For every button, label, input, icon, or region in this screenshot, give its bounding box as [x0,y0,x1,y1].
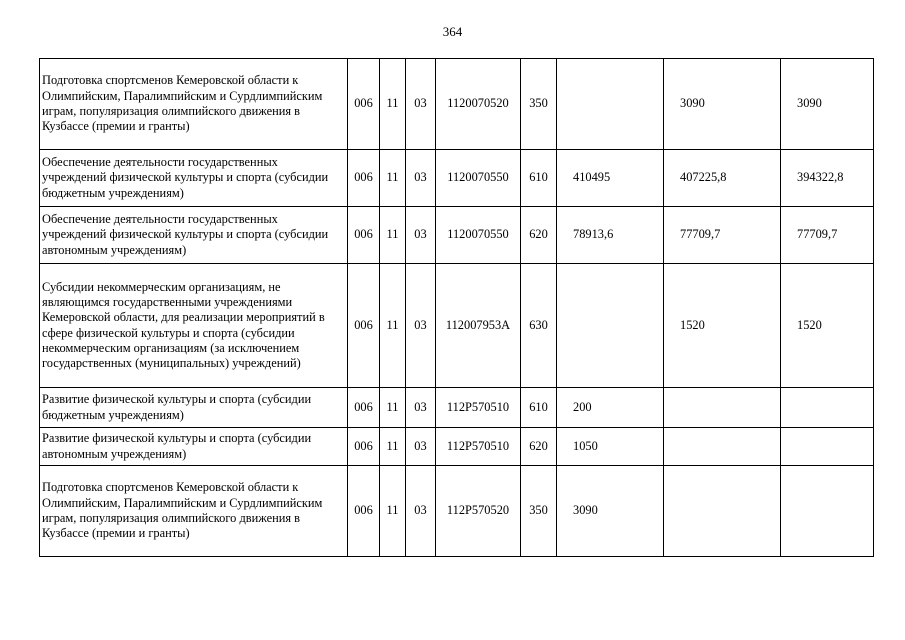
amount-year-3 [781,388,874,428]
row-description: Развитие физической культуры и спорта (субсидии бюджетным учреждениям) [40,388,348,428]
row-description: Подготовка спортсменов Кемеровской области к Олимпийским, Паралимпийским и Сурдлимпийским играм, популяризация олимпийского движения в Кузбассе (премии и гранты) [40,466,348,557]
amount-year-2: 3090 [664,59,781,150]
budget-table [39,58,874,557]
amount-year-1: 78913,6 [557,207,664,264]
subsection-code: 03 [406,466,436,557]
subsection-code: 03 [406,264,436,388]
ministry-code: 006 [348,466,380,557]
table-row [40,428,874,466]
page-number: 364 [442,24,463,39]
ministry-code: 006 [348,207,380,264]
subsection-code: 03 [406,150,436,207]
section-code: 11 [380,264,406,388]
amount-year-1: 1050 [557,428,664,466]
target-article-code: 1120070550 [436,207,521,264]
subsection-code: 03 [406,388,436,428]
table-row [40,388,874,428]
expense-type-code: 350 [521,466,557,557]
ministry-code: 006 [348,388,380,428]
table-row [40,150,874,207]
amount-year-2: 1520 [664,264,781,388]
amount-year-2 [664,428,781,466]
expense-type-code: 610 [521,150,557,207]
amount-year-3: 394322,8 [781,150,874,207]
row-description: Субсидии некоммерческим организациям, не являющимся государственными учреждениями Кемеровской области, для реализации мероприятий в сфере физической культуры и спорта (субсидии некоммерческим организациям (за исключением государственных (муниципальных) учреждений) [40,264,348,388]
table-row [40,264,874,388]
section-code: 11 [380,207,406,264]
amount-year-1 [557,59,664,150]
row-description: Развитие физической культуры и спорта (субсидии автономным учреждениям) [40,428,348,466]
amount-year-1 [557,264,664,388]
amount-year-3 [781,428,874,466]
amount-year-3 [781,466,874,557]
target-article-code: 112007953А [436,264,521,388]
expense-type-code: 630 [521,264,557,388]
row-description: Обеспечение деятельности государственных учреждений физической культуры и спорта (субсидии автономным учреждениям) [40,207,348,264]
target-article-code: 1120070550 [436,150,521,207]
table-row [40,466,874,557]
ministry-code: 006 [348,150,380,207]
section-code: 11 [380,59,406,150]
expense-type-code: 620 [521,428,557,466]
expense-type-code: 610 [521,388,557,428]
subsection-code: 03 [406,59,436,150]
ministry-code: 006 [348,59,380,150]
target-article-code: 1120070520 [436,59,521,150]
row-description: Обеспечение деятельности государственных учреждений физической культуры и спорта (субсидии бюджетным учреждениям) [40,150,348,207]
row-description: Подготовка спортсменов Кемеровской области к Олимпийским, Паралимпийским и Сурдлимпийским играм, популяризация олимпийского движения в Кузбассе (премии и гранты) [40,59,348,150]
ministry-code: 006 [348,264,380,388]
amount-year-2 [664,388,781,428]
amount-year-1: 410495 [557,150,664,207]
amount-year-2 [664,466,781,557]
expense-type-code: 350 [521,59,557,150]
target-article-code: 112P570510 [436,428,521,466]
table-row [40,59,874,150]
section-code: 11 [380,388,406,428]
ministry-code: 006 [348,428,380,466]
amount-year-3: 77709,7 [781,207,874,264]
table-row [40,207,874,264]
amount-year-2: 407225,8 [664,150,781,207]
target-article-code: 112P570520 [436,466,521,557]
section-code: 11 [380,150,406,207]
section-code: 11 [380,466,406,557]
amount-year-1: 200 [557,388,664,428]
expense-type-code: 620 [521,207,557,264]
amount-year-3: 3090 [781,59,874,150]
subsection-code: 03 [406,428,436,466]
amount-year-2: 77709,7 [664,207,781,264]
section-code: 11 [380,428,406,466]
target-article-code: 112P570510 [436,388,521,428]
amount-year-3: 1520 [781,264,874,388]
subsection-code: 03 [406,207,436,264]
amount-year-1: 3090 [557,466,664,557]
